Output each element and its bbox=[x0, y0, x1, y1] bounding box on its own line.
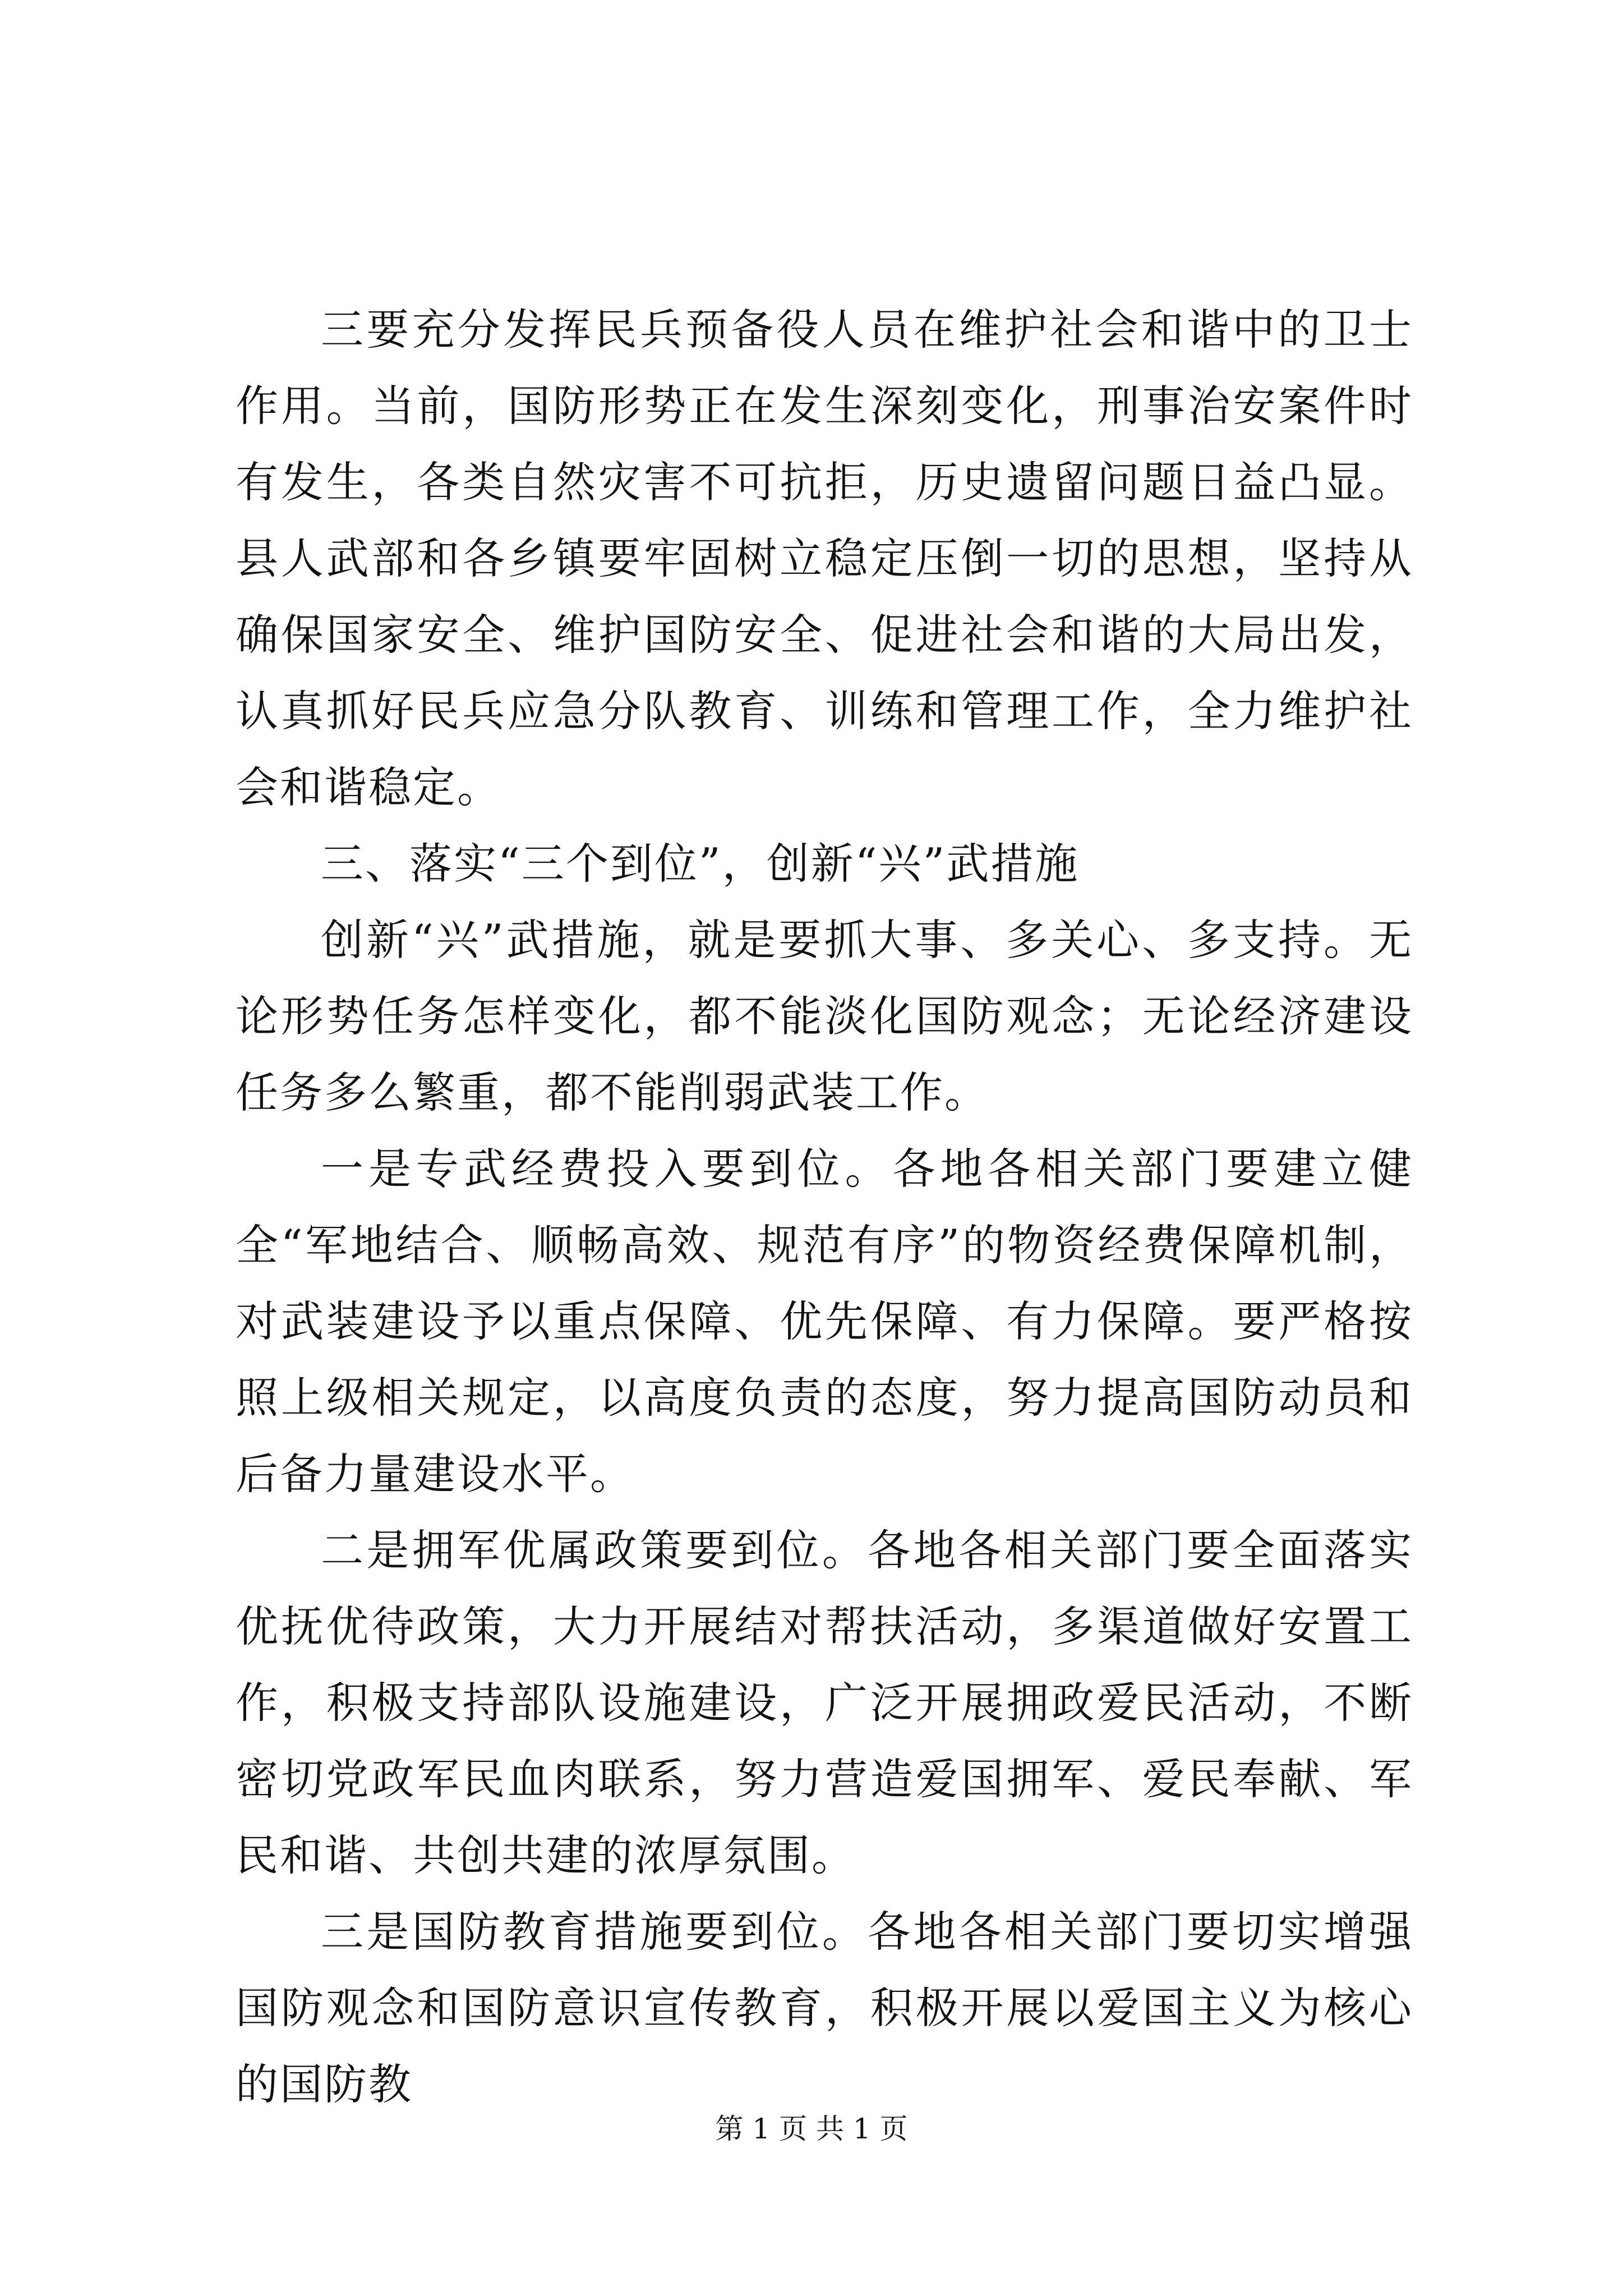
paragraph-defense-education: 三是国防教育措施要到位。各地各相关部门要切实增强国防观念和国防意识宣传教育，积极开展以爱国主义为核心的国防教 bbox=[236, 1907, 1413, 2109]
paragraph-support-policy: 二是拥军优属政策要到位。各地各相关部门要全面落实优抚优待政策，大力开展结对帮扶活动，多渠道做好安置工作，积极支持部队设施建设，广泛开展拥政爱民活动，不断密切党政军民血肉联系，努力营造爱国拥军、爱民奉献、军民和谐、共创共建的浓厚氛围。 bbox=[236, 1525, 1413, 1880]
page-footer: 第 1 页 共 1 页 bbox=[715, 2113, 908, 2145]
paragraph-militia-role: 三要充分发挥民兵预备役人员在维护社会和谐中的卫士作用。当前，国防形势正在发生深刻变化，刑事治安案件时有发生，各类自然灾害不可抗拒，历史遗留问题日益凸显。县人武部和各乡镇要牢固树立稳定压倒一切的思想，坚持从确保国家安全、维护国防安全、促进社会和谐的大局出发，认真抓好民兵应急分队教育、训练和管理工作，全力维护社会和谐稳定。 bbox=[236, 305, 1413, 812]
document-body bbox=[236, 292, 1413, 2123]
section-heading-three: 三、落实“三个到位”，创新“兴”武措施 bbox=[321, 839, 1080, 889]
paragraph-funding: 一是专武经费投入要到位。各地各相关部门要建立健全“军地结合、顺畅高效、规范有序”的物资经费保障机制，对武装建设予以重点保障、优先保障、有力保障。要严格按照上级相关规定，以高度负责的态度，努力提高国防动员和后备力量建设水平。 bbox=[236, 1144, 1413, 1499]
paragraph-innovation: 创新“兴”武措施，就是要抓大事、多关心、多支持。无论形势任务怎样变化，都不能淡化国防观念；无论经济建设任务多么繁重，都不能削弱武装工作。 bbox=[236, 915, 1413, 1117]
